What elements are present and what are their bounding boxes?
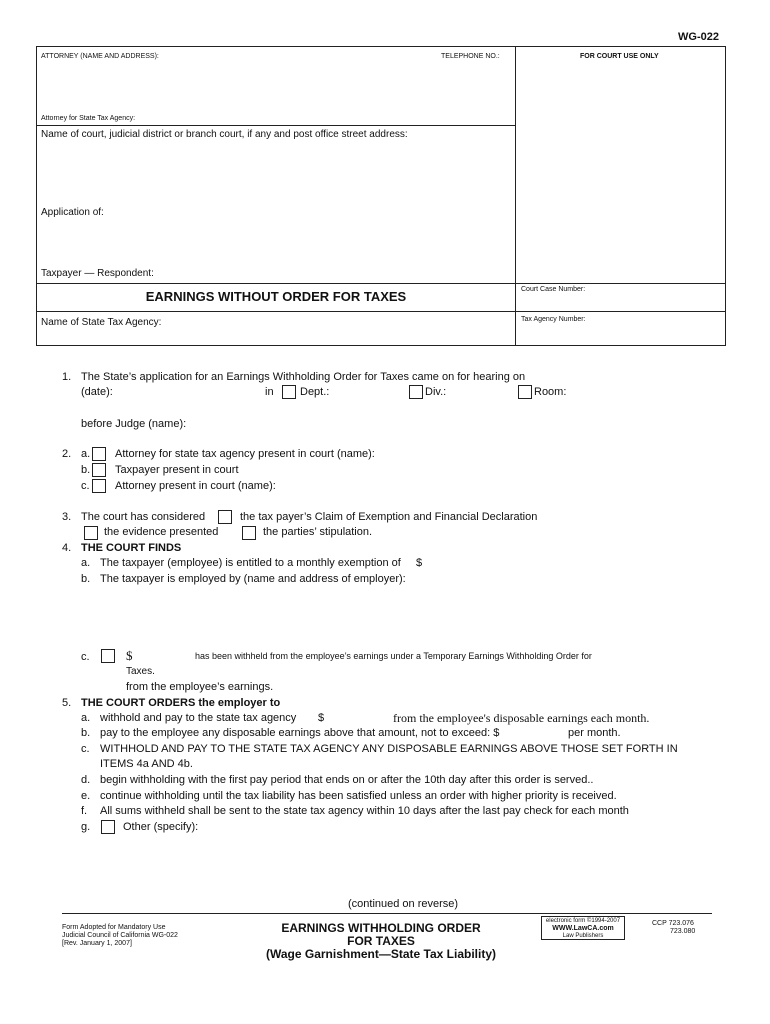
item1-number: 1. <box>62 371 72 383</box>
item3-text: The court has considered <box>81 511 206 523</box>
item4-c-dollar: $ <box>126 648 133 663</box>
item3-stipulation-checkbox[interactable] <box>242 526 256 540</box>
item5-f-text: All sums withheld shall be sent to the state tax agency within 10 days after the last pay check for each month <box>100 805 629 817</box>
header-top-border <box>36 46 726 47</box>
court-name-label: Name of court, judicial district or branch court, if any and post office street address: <box>41 129 408 140</box>
title-top-divider <box>36 283 726 284</box>
court-case-label: Court Case Number: <box>521 286 586 293</box>
attorney-for-label: Attorney for State Tax Agency: <box>41 115 136 122</box>
item5-a-tail: from the employee's disposable earnings each month. <box>393 711 650 725</box>
div-checkbox[interactable] <box>409 385 423 399</box>
ccp-line2: 723.080 <box>670 928 696 935</box>
item4-a-letter: a. <box>81 557 91 569</box>
adopted-line2: Judicial Council of California WG-022 <box>62 932 178 939</box>
item2-c-text: Attorney present in court (name): <box>115 480 276 492</box>
item3-number: 3. <box>62 511 72 523</box>
item5-b-tail: per month. <box>568 727 621 739</box>
item5-b-text: pay to the employee any disposable earnings above that amount, not to exceed: $ <box>100 727 500 739</box>
item4-heading: THE COURT FINDS <box>81 542 182 554</box>
item2-a-letter: a. <box>81 448 91 460</box>
item1-text: The State’s application for an Earnings Withholding Order for Taxes came on for hearing on <box>81 371 526 383</box>
form-code: WG-022 <box>678 31 719 43</box>
item4c-checkbox[interactable] <box>101 649 115 663</box>
item1-in-label: in <box>265 386 274 398</box>
page-title: EARNINGS WITHOUT ORDER FOR TAXES <box>145 289 407 304</box>
item4-a-text: The taxpayer (employee) is entitled to a monthly exemption of <box>100 557 401 569</box>
item5-b-letter: b. <box>81 727 91 739</box>
publisher-box <box>541 916 625 940</box>
item4-c-text2: Taxes. <box>126 666 155 677</box>
item1-div-label: Div.: <box>425 386 447 398</box>
agency-name-label: Name of State Tax Agency: <box>41 317 162 328</box>
item2-number: 2. <box>62 448 72 460</box>
item1-dept-label: Dept.: <box>300 386 330 398</box>
dept-checkbox[interactable] <box>282 385 296 399</box>
item4-number: 4. <box>62 542 72 554</box>
item5-c-text: WITHHOLD AND PAY TO THE STATE TAX AGENCY ANY DISPOSABLE EARNINGS ABOVE THOSE SET FORTH IN <box>100 743 678 755</box>
item4-c-letter: c. <box>81 651 90 663</box>
item2-b-text: Taxpayer present in court <box>115 464 239 476</box>
publisher-copyright: electronic form ©1994-2007 <box>545 918 621 924</box>
item2-c-letter: c. <box>81 480 90 492</box>
item5-g-text: Other (specify): <box>123 821 199 833</box>
item2a-checkbox[interactable] <box>92 447 106 461</box>
item3-evidence-checkbox[interactable] <box>84 526 98 540</box>
item4-a-dollar: $ <box>416 557 423 569</box>
item4-b-text: The taxpayer is employed by (name and address of employer): <box>100 573 406 585</box>
attorney-label: ATTORNEY (NAME AND ADDRESS): <box>41 53 159 60</box>
court-use-label: FOR COURT USE ONLY <box>580 53 659 60</box>
item5g-checkbox[interactable] <box>101 820 115 834</box>
item5-d-letter: d. <box>81 774 91 786</box>
item3-opt2: the evidence presented <box>104 526 219 538</box>
agency-number-label: Tax Agency Number: <box>521 316 586 323</box>
item5-f-letter: f. <box>81 805 88 817</box>
item2c-checkbox[interactable] <box>92 479 106 493</box>
continued-note: (continued on reverse) <box>348 898 459 910</box>
item5-d-text: begin withholding with the first pay period that ends on or after the 10th day after this order is served.. <box>100 774 594 786</box>
item5-a-text: withhold and pay to the state tax agency <box>100 712 297 724</box>
item1-judge-label: before Judge (name): <box>81 418 187 430</box>
adopted-line3: [Rev. January 1, 2007] <box>62 940 132 947</box>
item1-date-label: (date): <box>81 386 113 398</box>
item5-c-letter: c. <box>81 743 90 755</box>
item5-number: 5. <box>62 697 72 709</box>
item5-g-letter: g. <box>81 821 91 833</box>
item3-opt1: the tax payer’s Claim of Exemption and Financial Declaration <box>240 511 538 523</box>
ccp-line1: CCP 723.076 <box>652 920 694 927</box>
header-bottom-border <box>36 345 726 346</box>
item2b-checkbox[interactable] <box>92 463 106 477</box>
item5-c-text2: ITEMS 4a AND 4b. <box>100 758 193 770</box>
item5-a-letter: a. <box>81 712 91 724</box>
item5-e-letter: e. <box>81 790 91 802</box>
attorney-box-divider <box>36 125 516 126</box>
item4-c-text3: from the employee’s earnings. <box>126 681 274 693</box>
room-checkbox[interactable] <box>518 385 532 399</box>
item5-e-text: continue withholding until the tax liability has been satisfied unless an order with higher priority is received. <box>100 790 617 802</box>
telephone-label: TELEPHONE NO.: <box>441 53 500 60</box>
item2-b-letter: b. <box>81 464 91 476</box>
item2-a-text: Attorney for state tax agency present in court (name): <box>115 448 375 460</box>
footer-title-line3: (Wage Garnishment—State Tax Liability) <box>265 947 497 961</box>
publisher-name: Law Publishers <box>562 933 604 939</box>
item5-a-dollar: $ <box>318 712 325 724</box>
footer-divider <box>62 913 712 914</box>
item3-opt3: the parties’ stipulation. <box>263 526 373 538</box>
header-right-border <box>725 46 726 346</box>
publisher-website[interactable]: WWW.LawCA.com <box>552 925 614 932</box>
footer-title-line1: EARNINGS WITHHOLDING ORDER <box>281 921 481 935</box>
item1-room-label: Room: <box>534 386 567 398</box>
taxpayer-label: Taxpayer — Respondent: <box>41 268 154 279</box>
item4-b-letter: b. <box>81 573 91 585</box>
application-label: Application of: <box>41 207 104 218</box>
item4-c-text: has been withheld from the employee’s earnings under a Temporary Earnings Withholding Order for <box>195 651 592 661</box>
adopted-line1: Form Adopted for Mandatory Use <box>62 924 166 931</box>
item3-exemption-checkbox[interactable] <box>218 510 232 524</box>
item5-heading: THE COURT ORDERS the employer to <box>81 697 281 709</box>
title-bottom-divider <box>36 311 726 312</box>
footer-title-line2: FOR TAXES <box>347 934 415 948</box>
